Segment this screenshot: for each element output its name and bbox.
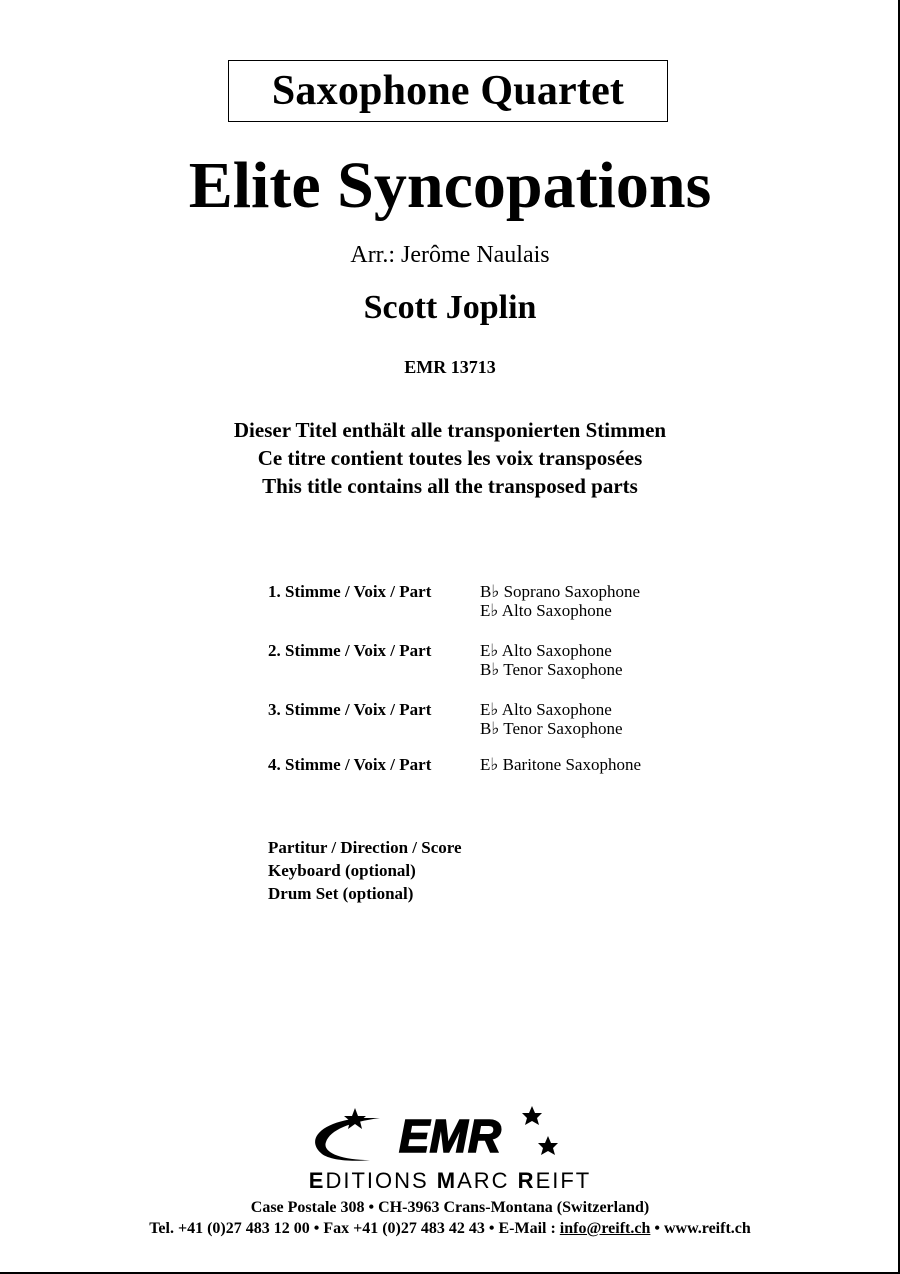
part-label: 2. Stimme / Voix / Part <box>268 641 432 660</box>
part-instruments <box>480 700 623 738</box>
extra-keyboard: Keyboard (optional) <box>268 861 416 880</box>
instrument: E♭ Alto Saxophone <box>480 601 612 620</box>
composer-name: Scott Joplin <box>363 289 537 326</box>
logo-swoosh <box>315 1118 380 1161</box>
logo-text: EMR <box>398 1110 502 1162</box>
parts-list <box>268 582 788 774</box>
instrument: B♭ Tenor Saxophone <box>480 660 623 679</box>
part-4 <box>268 755 788 774</box>
publisher-word: DITIONS <box>325 1168 437 1193</box>
part-2 <box>268 641 788 679</box>
part-label: 3. Stimme / Voix / Part <box>268 700 432 719</box>
note-french: Ce titre contient toutes les voix transposées <box>257 446 643 470</box>
publisher-contact <box>0 1219 900 1239</box>
extra-parts <box>268 836 462 905</box>
instrument: E♭ Baritone Saxophone <box>480 755 641 774</box>
part-instruments <box>480 641 623 679</box>
note-german: Dieser Titel enthält alle transponierten Stimmen <box>233 418 667 442</box>
piece-title: Elite Syncopations <box>188 149 712 222</box>
part-label: 1. Stimme / Voix / Part <box>268 582 432 601</box>
instrument: B♭ Soprano Saxophone <box>480 582 641 601</box>
transposition-notes <box>0 416 900 500</box>
publisher-initial: M <box>436 1168 458 1193</box>
part-label: 4. Stimme / Voix / Part <box>268 755 432 774</box>
instrument: E♭ Alto Saxophone <box>480 700 612 719</box>
publisher-initial: E <box>308 1168 326 1193</box>
ensemble-label <box>228 60 668 122</box>
instrument: E♭ Alto Saxophone <box>480 641 612 660</box>
publisher-word: EIFT <box>535 1168 592 1193</box>
part-3 <box>268 700 788 738</box>
instrument: B♭ Tenor Saxophone <box>480 719 623 738</box>
publisher-initial: R <box>517 1168 536 1193</box>
part-instruments <box>480 755 641 774</box>
extra-score: Partitur / Direction / Score <box>268 838 462 857</box>
logo-star-right <box>538 1136 558 1155</box>
contact-phone-fax: Tel. +41 (0)27 483 12 00 • Fax +41 (0)27 483 42 43 • E-Mail : <box>149 1220 560 1237</box>
emr-logo <box>300 1100 570 1170</box>
logo-star-left <box>344 1108 366 1129</box>
arranger-credit: Arr.: Jerôme Naulais <box>350 242 550 268</box>
publisher-name <box>0 1168 900 1194</box>
contact-website: • www.reift.ch <box>650 1220 751 1237</box>
part-instruments <box>480 582 640 620</box>
extra-drums: Drum Set (optional) <box>268 884 414 903</box>
logo-star-top <box>522 1106 542 1125</box>
part-1 <box>268 582 788 620</box>
note-english: This title contains all the transposed parts <box>262 474 638 498</box>
publisher-address: Case Postale 308 • CH-3963 Crans-Montana (Switzerland) <box>250 1199 650 1216</box>
ensemble-text: Saxophone Quartet <box>271 68 625 114</box>
publisher-word: ARC <box>457 1168 518 1193</box>
catalog-number: EMR 13713 <box>404 357 496 377</box>
email-link[interactable]: info@reift.ch <box>559 1220 651 1237</box>
